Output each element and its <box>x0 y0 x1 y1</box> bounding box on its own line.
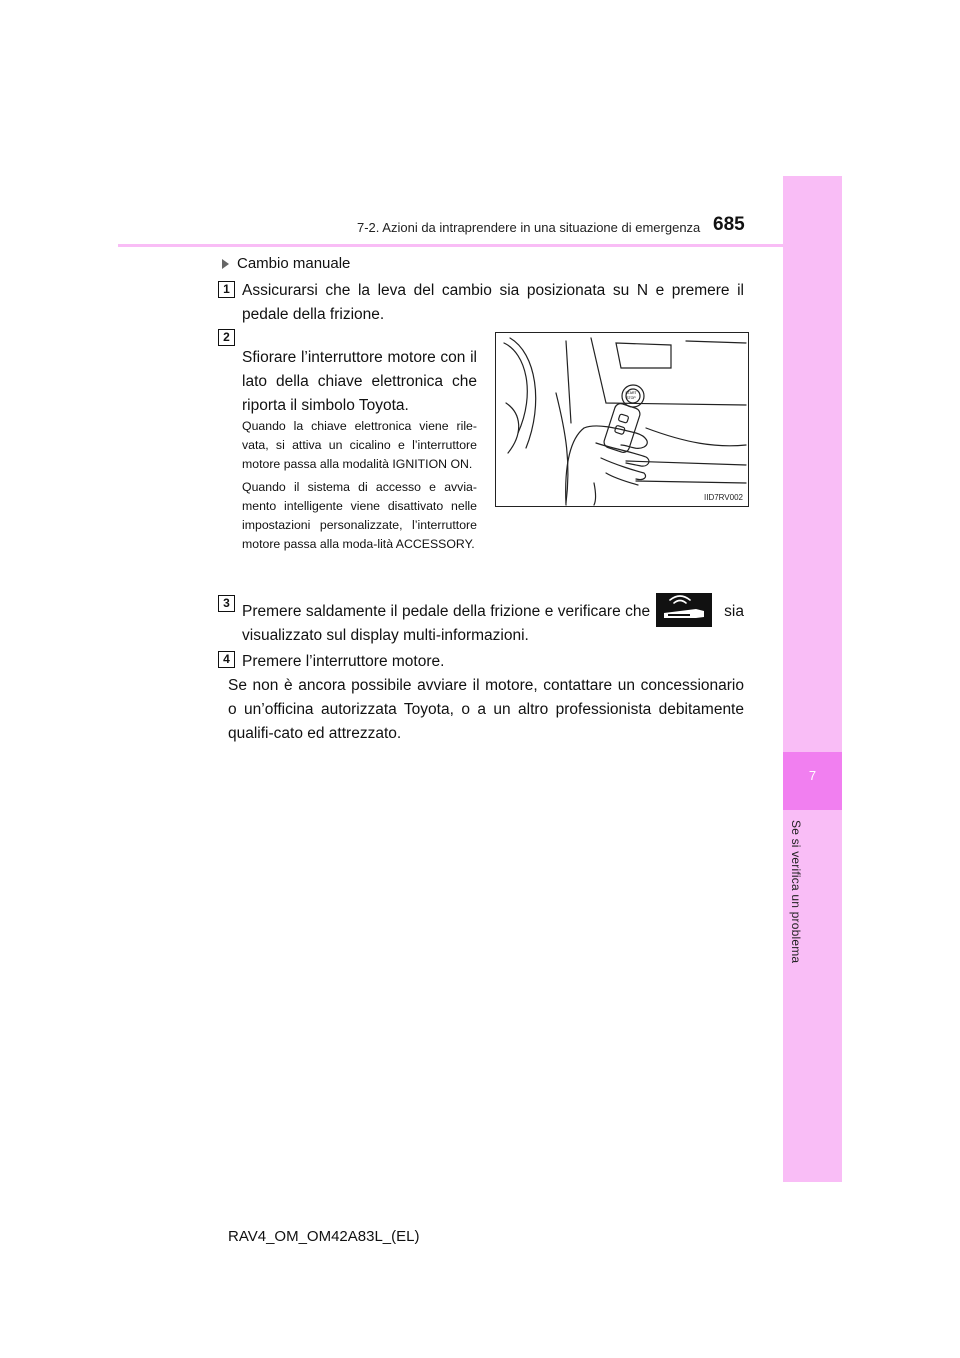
chapter-number: 7 <box>808 768 817 783</box>
figure-code: IID7RV002 <box>704 493 743 502</box>
document-code: RAV4_OM_OM42A83L_(EL) <box>228 1228 420 1245</box>
dashboard-key-drawing <box>496 333 748 506</box>
closing-paragraph: Se non è ancora possibile avviare il motore, contattare un concessionario o un’officina autorizzata Toyota, o a un altro professionista debitamente qualifi-cato ed attrezzato. <box>228 677 744 742</box>
step-number-1: 1 <box>218 281 235 298</box>
step-2-note-2: Quando il sistema di accesso e avvia-mento intelligente viene disattivato nelle impostazioni personalizzate, l’interruttore motore passa alla moda-lità ACCESSORY. <box>242 480 477 551</box>
start-button-label: START <box>625 391 637 395</box>
step-number-3: 3 <box>218 595 235 612</box>
step-3-text-after: sia <box>724 603 744 620</box>
step-number-4: 4 <box>218 651 235 668</box>
step-1-text: Assicurarsi che la leva del cambio sia posizionata su N e premere il pedale della frizione. <box>242 282 744 323</box>
chapter-side-tab <box>783 176 842 1182</box>
step-number-2: 2 <box>218 329 235 346</box>
transmission-bullet <box>222 255 350 272</box>
bullet-label: Cambio manuale <box>237 255 351 272</box>
smart-key-indicator-icon <box>656 593 712 627</box>
step-4-text: Premere l’interruttore motore. <box>242 653 445 670</box>
smart-key-illustration <box>495 332 749 507</box>
step-2-text: Sfiorare l’interruttore motore con il lato della chiave elettronica che riporta il simbolo Toyota. <box>242 349 477 414</box>
svg-text:STOP: STOP <box>626 396 636 400</box>
step-2-note-1: Quando la chiave elettronica viene rile-vata, si attiva un cicalino e l’interruttore motore passa alla modalità IGNITION ON. <box>242 419 477 471</box>
chapter-title: Se si verifica un problema <box>789 820 803 964</box>
step-3-line-2: visualizzato sul display multi-informazioni. <box>242 627 529 644</box>
page-number: 685 <box>713 214 745 235</box>
header-divider <box>118 244 842 247</box>
triangle-bullet-icon <box>222 259 229 269</box>
header-section-title: 7-2. Azioni da intraprendere in una situazione di emergenza <box>357 220 701 235</box>
step-3-text-before: Premere saldamente il pedale della frizione e verificare che <box>242 603 651 620</box>
